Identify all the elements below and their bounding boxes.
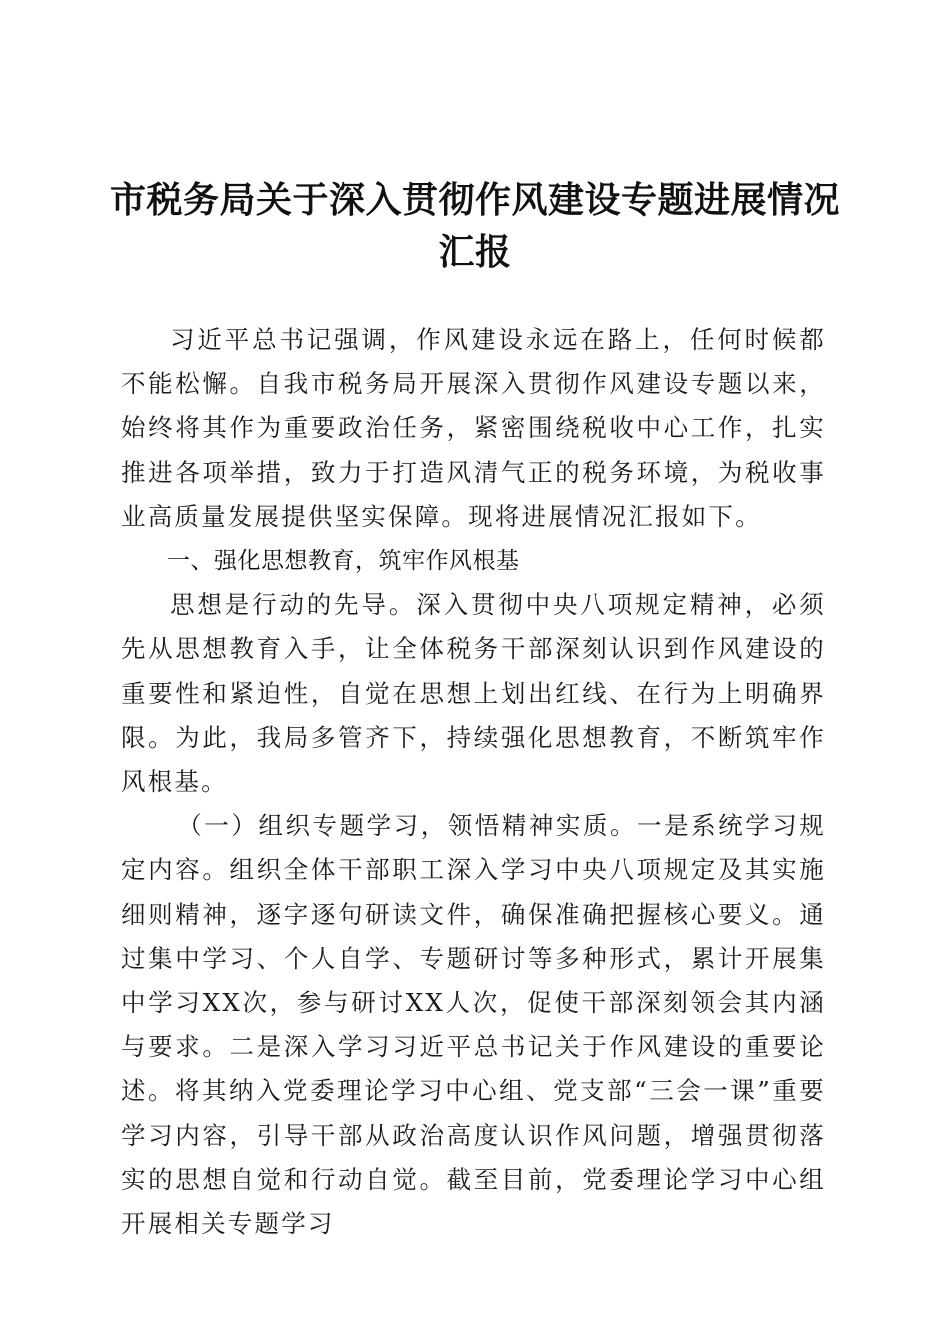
section-1-paragraph: 思想是行动的先导。深入贯彻中央八项规定精神，必须先从思想教育入手，让全体税务干部深刻认识到作风建设的重要性和紧迫性，自觉在思想上划出红线、在行为上明确界限。为此，我局多管齐下，持续强化思想教育，不断筑牢作风根基。 <box>121 590 826 797</box>
section-1-heading: 一、强化思想教育，筑牢作风根基 <box>167 548 520 575</box>
document-title: 市税务局关于深入贯彻作风建设专题进展情况汇报 <box>110 179 841 274</box>
section-1-subsection-1-paragraph: （一）组织专题学习，领悟精神实质。一是系统学习规定内容。组织全体干部职工深入学习中央八项规定及其实施细则精神，逐字逐句研读文件，确保准确把握核心要义。通过集中学习、个人自学、专题研讨等多种形式，累计开展集中学习XX次，参与研讨XX人次，促使干部深刻领会其内涵与要求。二是深入学习习近平总书记关于作风建设的重要论述。将其纳入党委理论学习中心组、党支部“三会一课”重要学习内容，引导干部从政治高度认识作风问题，增强贯彻落实的思想自觉和行动自觉。截至目前，党委理论学习中心组开展相关专题学习 <box>121 811 826 1239</box>
intro-paragraph: 习近平总书记强调，作风建设永远在路上，任何时候都不能松懈。自我市税务局开展深入贯彻作风建设专题以来，始终将其作为重要政治任务，紧密围绕税收中心工作，扎实推进各项举措，致力于打造风清气正的税务环境，为税收事业高质量发展提供坚实保障。现将进展情况汇报如下。 <box>121 325 826 531</box>
document-body <box>121 318 826 1246</box>
